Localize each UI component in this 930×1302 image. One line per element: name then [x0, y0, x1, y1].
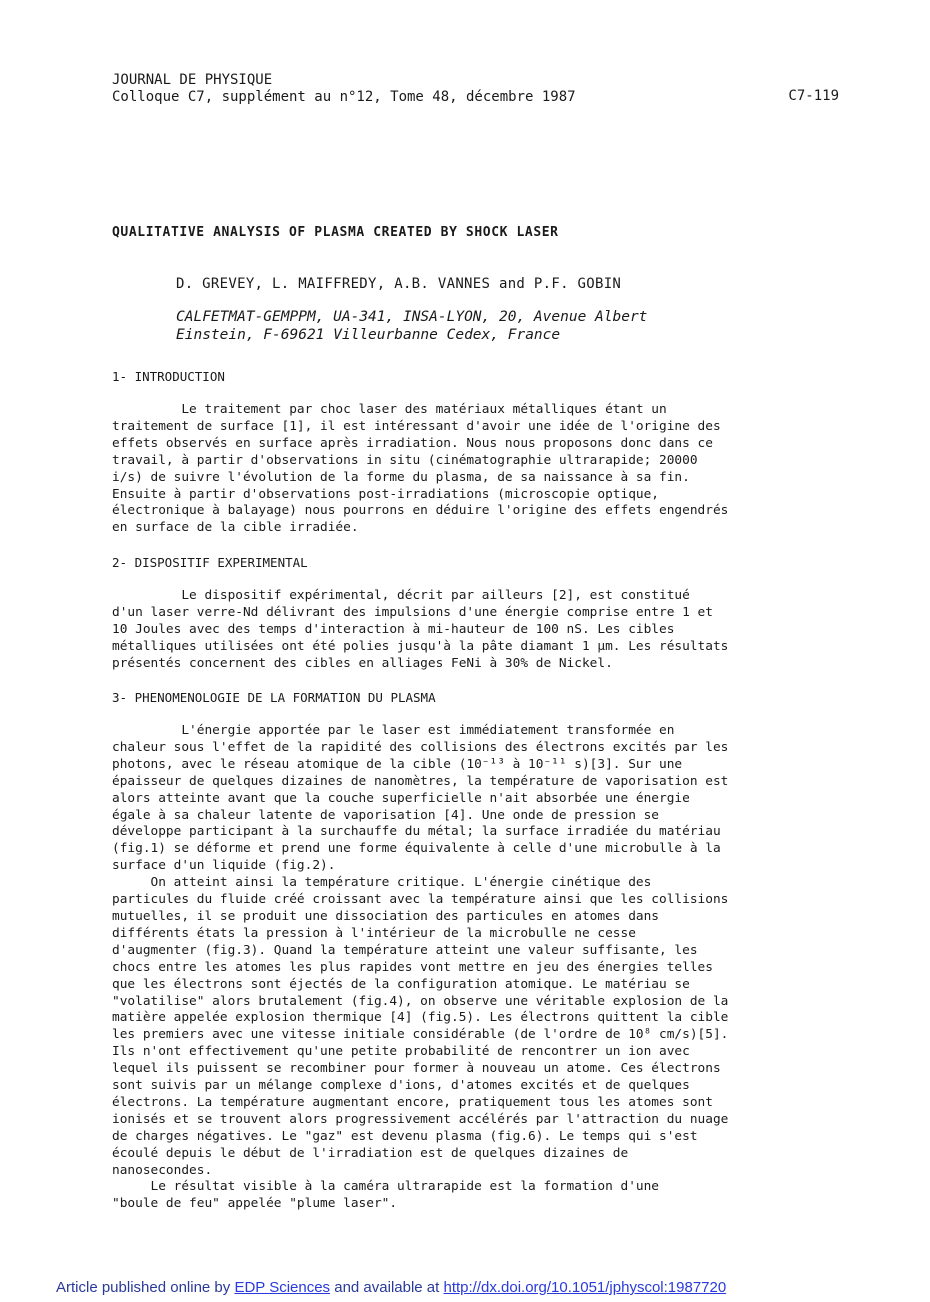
journal-issue: Colloque C7, supplément au n°12, Tome 48, décembre 1987: [112, 89, 576, 105]
text-line: L'énergie apportée par le laser est immédiatement transformée en: [112, 723, 675, 738]
paper-title: QUALITATIVE ANALYSIS OF PLASMA CREATED BY SHOCK LASER: [112, 225, 559, 240]
text-line: ionisés et se trouvent alors progressivement accélérés par l'attraction du nuage: [112, 1111, 729, 1127]
text-line: sont suivis par un mélange complexe d'ions, d'atomes excités et de quelques: [112, 1078, 690, 1094]
section-heading-dispositif: 2- DISPOSITIF EXPERIMENTAL: [112, 555, 308, 570]
doi-link[interactable]: http://dx.doi.org/10.1051/jphyscol:1987720: [443, 1279, 727, 1296]
text-line: en surface de la cible irradiée.: [112, 520, 359, 536]
page-number: C7-119: [788, 88, 839, 104]
text-line: chocs entre les atomes les plus rapides vont mettre en jeu des énergies telles: [112, 959, 713, 975]
text-line: électrons. La température augmentant encore, pratiquement tous les atomes sont: [112, 1094, 713, 1110]
text-line: égale à sa chaleur latente de vaporisation [4]. Une onde de pression se: [112, 807, 660, 823]
text-line: Le dispositif expérimental, décrit par ailleurs [2], est constitué: [112, 588, 690, 603]
text-line: présentés concernent des cibles en alliages FeNi à 30% de Nickel.: [112, 655, 613, 671]
text-line: lequel ils puissent se recombiner pour former à nouveau un atome. Ces électrons: [112, 1061, 721, 1077]
section-heading-introduction: 1- INTRODUCTION: [112, 369, 225, 384]
text-line: d'augmenter (fig.3). Quand la température atteint une valeur suffisante, les: [112, 942, 698, 958]
text-line: On atteint ainsi la température critique. L'énergie cinétique des: [112, 875, 652, 891]
text-line: électronique à balayage) nous pourrons en déduire l'origine des effets engendrés: [112, 503, 729, 519]
text-line: surface d'un liquide (fig.2).: [112, 858, 336, 874]
text-line: Le traitement par choc laser des matériaux métalliques étant un: [112, 402, 667, 417]
text-line: alors atteinte avant que la couche superficielle n'ait absorbée une énergie: [112, 790, 690, 806]
footer-middle: and available at: [330, 1279, 444, 1296]
text-line: différents états la pression à l'intérieur de la microbulle ne cesse: [112, 925, 636, 941]
text-line: "volatilise" alors brutalement (fig.4), on observe une véritable explosion de la: [112, 993, 729, 1009]
text-line: les premiers avec une vitesse initiale considérable (de l'ordre de 10⁸ cm/s)[5].: [112, 1027, 729, 1043]
section-heading-phenomenologie: 3- PHENOMENOLOGIE DE LA FORMATION DU PLASMA: [112, 690, 436, 705]
publication-footer: [56, 1279, 726, 1296]
text-line: métalliques utilisées ont été polies jusqu'à la pâte diamant 1 µm. Les résultats: [112, 638, 729, 654]
text-line: épaisseur de quelques dizaines de nanomètres, la température de vaporisation est: [112, 773, 729, 789]
journal-header: [112, 72, 576, 106]
text-line: Le résultat visible à la caméra ultrarapide est la formation d'une: [112, 1179, 660, 1195]
paragraph-introduction: [112, 402, 802, 537]
text-line: particules du fluide créé croissant avec la température ainsi que les collisions: [112, 892, 729, 908]
text-line: photons, avec le réseau atomique de la cible (10⁻¹³ à 10⁻¹¹ s)[3]. Sur une: [112, 756, 683, 772]
text-line: (fig.1) se déforme et prend une forme équivalente à celle d'une microbulle à la: [112, 841, 721, 857]
paragraph-phenomenologie: [112, 723, 802, 1213]
paragraph-dispositif: [112, 588, 802, 673]
affiliation-line: CALFETMAT-GEMPPM, UA-341, INSA-LYON, 20, Avenue Albert: [176, 309, 648, 325]
text-line: que les électrons sont éjectés de la configuration atomique. Le matériau se: [112, 976, 690, 992]
text-line: développe participant à la surchauffe du métal; la surface irradiée du matériau: [112, 824, 721, 840]
text-line: i/s) de suivre l'évolution de la forme du plasma, de sa naissance à sa fin.: [112, 469, 690, 485]
affiliation: [176, 308, 647, 344]
authors: D. GREVEY, L. MAIFFREDY, A.B. VANNES and P.F. GOBIN: [176, 276, 622, 292]
text-line: "boule de feu" appelée "plume laser".: [112, 1196, 398, 1212]
text-line: traitement de surface [1], il est intéressant d'avoir une idée de l'origine des: [112, 418, 721, 434]
affiliation-line: Einstein, F-69621 Villeurbanne Cedex, France: [176, 327, 561, 343]
text-line: Ensuite à partir d'observations post-irradiations (microscopie optique,: [112, 486, 660, 502]
text-line: nanosecondes.: [112, 1162, 213, 1178]
text-line: 10 Joules avec des temps d'interaction à mi-hauteur de 100 nS. Les cibles: [112, 621, 675, 637]
publisher-link[interactable]: EDP Sciences: [234, 1279, 331, 1296]
text-line: matière appelée explosion thermique [4] (fig.5). Les électrons quittent la cible: [112, 1010, 729, 1026]
journal-name: JOURNAL DE PHYSIQUE: [112, 72, 273, 88]
text-line: mutuelles, il se produit une dissociation des particules en atomes dans: [112, 908, 660, 924]
text-line: Ils n'ont effectivement qu'une petite probabilité de rencontrer un ion avec: [112, 1044, 690, 1060]
text-line: de charges négatives. Le "gaz" est devenu plasma (fig.6). Le temps qui s'est: [112, 1128, 698, 1144]
text-line: travail, à partir d'observations in situ (cinématographie ultrarapide; 20000: [112, 452, 698, 468]
text-line: écoulé depuis le début de l'irradiation est de quelques dizaines de: [112, 1145, 629, 1161]
text-line: effets observés en surface après irradiation. Nous nous proposons donc dans ce: [112, 435, 713, 451]
text-line: d'un laser verre-Nd délivrant des impulsions d'une énergie comprise entre 1 et: [112, 604, 713, 620]
text-line: chaleur sous l'effet de la rapidité des collisions des électrons excités par les: [112, 739, 729, 755]
footer-prefix: Article published online by: [56, 1279, 235, 1296]
